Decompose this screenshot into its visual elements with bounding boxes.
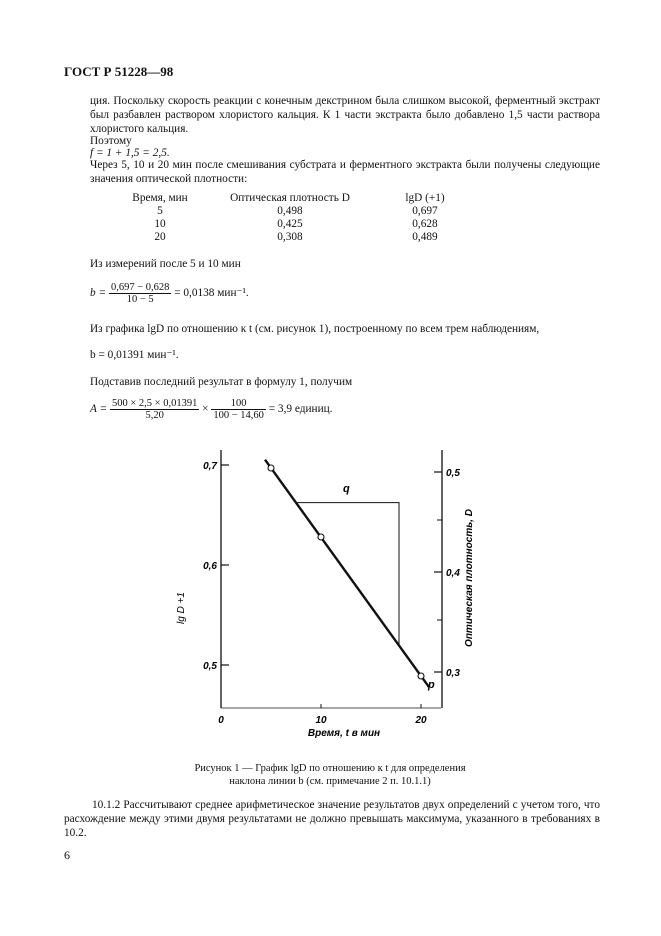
x-tick-label: 10 [315,715,327,726]
table-cell: 0,425 [277,218,303,230]
paragraph-10-1-2: 10.1.2 Рассчитывают среднее арифметическое значение результатов двух определений с учетом того, что расхождение между этими двумя результатами не должно превышать максимума, указанного в требованиях в 10.2. [64,799,600,839]
from-measurements-text: Из измерений после 5 и 10 мин [90,258,241,270]
formula-a [90,398,333,421]
table-header: Оптическая плотность D [230,192,350,204]
right-axis-label: Оптическая плотность, D [464,509,475,647]
paragraph-measurements: Через 5, 10 и 20 мин после смешивания субстрата и ферментного экстракта были получены следующие значения оптической плотности: [90,159,600,185]
table-cell: 0,628 [412,218,438,230]
table-row [120,231,470,244]
data-point [418,673,424,679]
right-y-tick-label: 0,4 [446,568,460,579]
numerator: 100 [211,398,266,410]
formula-b2: b = 0,01391 мин⁻¹. [90,349,179,361]
table-header: Время, мин [132,192,188,204]
data-point [318,534,324,540]
figure-1-chart [160,440,500,760]
table-row [120,205,470,218]
figure-caption-line1: Рисунок 1 — График lgD по отношению к t для определения [194,763,466,774]
fraction [211,398,266,421]
substitute-text: Подставив последний результат в формулу 1, получим [90,376,353,388]
formula-lhs: b = [90,287,107,300]
fraction [110,398,199,421]
therefore-text: Поэтому [90,135,132,147]
right-y-tick-label: 0,3 [446,668,460,679]
paragraph-continuation: ция. Поскольку скорость реакции с конечным декстрином была слишком высокой, ферментный экстракт был разбавлен раствором хлористого кальция. К 1 части экстракта было добавлено 1,5 части раствора хлористого кальция. [90,95,600,135]
measurement-table [120,192,470,244]
denominator: 5,20 [145,410,164,421]
x-axis-label: Время, t в мин [307,728,381,739]
data-point [268,465,274,471]
figure-caption-line2: наклона линии b (см. примечание 2 п. 10.1.1) [229,776,431,787]
right-y-tick-label: 0,5 [446,468,460,479]
table-cell: 0,308 [277,231,303,243]
page-number: 6 [64,848,70,862]
chart-axes [221,450,442,708]
table-row [120,218,470,231]
left-axis-label: lg D +1 [176,592,187,624]
left-y-tick-label: 0,6 [203,561,217,572]
table-cell: 0,498 [277,205,303,217]
formula-rhs: = 3,9 единиц. [268,403,333,416]
table-header: lgD (+1) [405,192,445,204]
table-cell: 20 [154,231,166,243]
chart-marks [203,460,460,726]
annotation-p: p [428,679,435,691]
left-y-tick-label: 0,5 [203,661,217,672]
table-cell: 5 [157,205,163,217]
formula-b1 [90,282,249,305]
numerator: 500 × 2,5 × 0,01391 [111,398,198,409]
x-tick-label: 20 [415,715,427,726]
f-formula: f = 1 + 1,5 = 2,5. [90,147,170,159]
x-tick-label: 0 [218,715,224,726]
fraction [109,282,171,305]
denominator: 10 − 5 [126,294,154,305]
table-cell: 0,489 [412,231,438,243]
table-cell: 10 [154,218,166,230]
denominator: 100 − 14,60 [213,410,264,421]
table-cell: 0,697 [412,205,438,217]
numerator: 0,697 − 0,628 [110,282,170,293]
document-header: ГОСТ Р 51228—98 [64,64,174,79]
times-sign: × [202,403,209,416]
left-y-tick-label: 0,7 [203,461,217,472]
annotation-q: q [343,483,350,495]
formula-lhs: A = [90,403,108,416]
formula-rhs: = 0,0138 мин⁻¹. [174,287,249,300]
from-graph-text: Из графика lgD по отношению к t (см. рисунок 1), построенному по всем трем наблюдениям, [90,323,540,335]
